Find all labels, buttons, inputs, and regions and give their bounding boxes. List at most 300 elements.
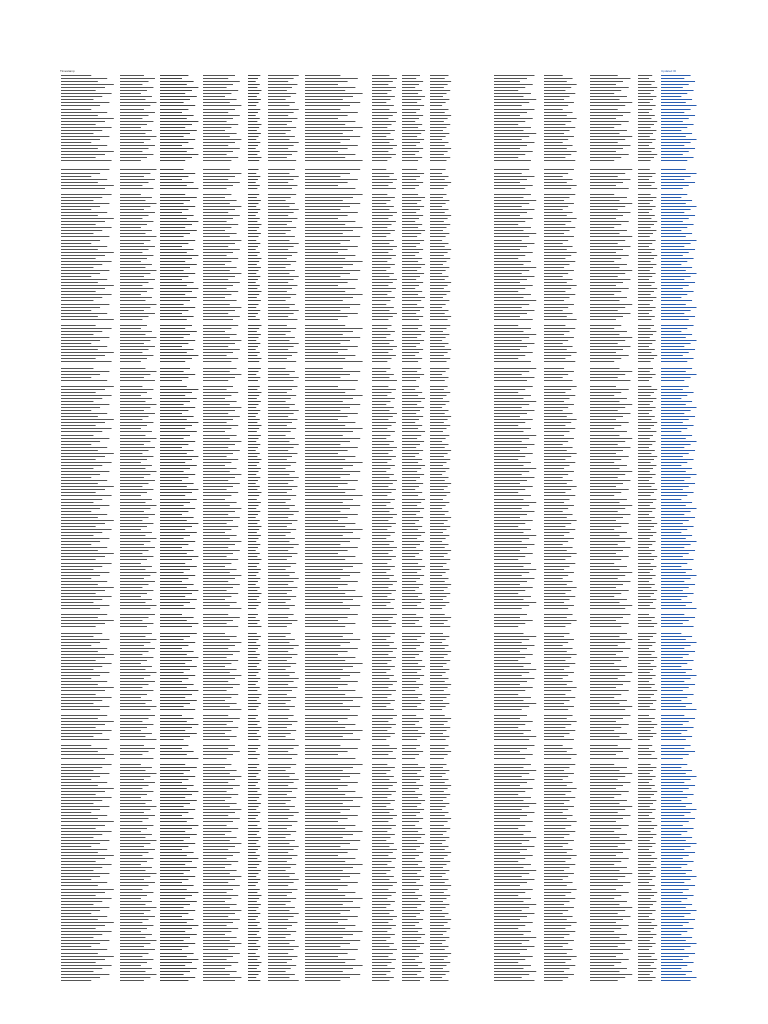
table-cell-link[interactable] [661, 459, 694, 460]
table-cell [494, 325, 518, 326]
table-cell [494, 112, 527, 113]
table-cell-link[interactable] [661, 139, 697, 140]
table-cell-link[interactable] [661, 401, 692, 402]
table-cell-link[interactable] [661, 115, 695, 116]
table-cell-link[interactable] [661, 468, 692, 469]
table-cell-link[interactable] [661, 456, 683, 457]
table-cell-link[interactable] [661, 188, 683, 189]
table-cell [544, 105, 568, 106]
table-cell-link[interactable] [661, 154, 683, 155]
table-cell-link[interactable] [661, 75, 691, 76]
table-cell-link[interactable] [661, 471, 686, 472]
table-cell-link[interactable] [661, 486, 689, 487]
table-cell-link[interactable] [661, 246, 684, 247]
table-cell [160, 121, 198, 122]
table-cell-link[interactable] [661, 325, 694, 326]
table-cell [402, 416, 423, 417]
table-cell [248, 352, 260, 353]
table-cell-link[interactable] [661, 145, 684, 146]
table-cell-link[interactable] [661, 425, 694, 426]
table-cell [61, 154, 105, 155]
table-cell [638, 112, 649, 113]
table-cell-link[interactable] [661, 252, 689, 253]
table-cell [120, 313, 155, 314]
table-cell-link[interactable] [661, 78, 684, 79]
table-cell [61, 243, 91, 244]
table-cell [160, 495, 185, 496]
table-cell [248, 319, 260, 320]
table-cell [544, 224, 565, 225]
table-cell-link[interactable] [661, 227, 687, 228]
table-cell-link[interactable] [661, 380, 684, 381]
table-cell [120, 447, 155, 448]
table-cell-link[interactable] [661, 206, 697, 207]
table-cell-link[interactable] [661, 124, 694, 125]
table-cell [638, 160, 651, 161]
table-cell [430, 456, 444, 457]
table-cell-link[interactable] [661, 352, 689, 353]
table-cell-link[interactable] [661, 258, 694, 259]
table-cell [203, 282, 240, 283]
table-cell-link[interactable] [661, 438, 686, 439]
table-cell-link[interactable] [661, 297, 681, 298]
table-cell [120, 395, 141, 396]
table-cell [544, 410, 563, 411]
table-cell-link[interactable] [661, 343, 691, 344]
table-cell [372, 267, 390, 268]
table-cell [402, 468, 421, 469]
table-cell-link[interactable] [661, 413, 684, 414]
table-cell-link[interactable] [661, 127, 687, 128]
table-cell [590, 221, 629, 222]
table-cell [372, 404, 386, 405]
table-cell-link[interactable] [661, 255, 683, 256]
table-cell-link[interactable] [661, 422, 683, 423]
table-cell [120, 121, 153, 122]
table-cell [203, 258, 238, 259]
table-cell-link[interactable] [661, 282, 695, 283]
table-cell [544, 404, 574, 405]
table-cell-link[interactable] [661, 444, 691, 445]
table-cell [120, 331, 152, 332]
table-cell [203, 468, 237, 469]
table-cell [305, 154, 355, 155]
table-cell [248, 230, 257, 231]
table-cell [590, 325, 621, 326]
table-cell-link[interactable] [661, 398, 681, 399]
table-cell [268, 264, 291, 265]
table-cell [544, 215, 567, 216]
table-cell [203, 447, 228, 448]
table-cell-link[interactable] [661, 99, 692, 100]
table-cell-link[interactable] [661, 291, 694, 292]
table-cell-link[interactable] [661, 84, 689, 85]
table-cell-link[interactable] [661, 179, 684, 180]
table-cell-link[interactable] [661, 386, 689, 387]
table-cell [305, 465, 353, 466]
table-cell [305, 148, 348, 149]
table-cell [268, 407, 289, 408]
table-cell-link[interactable] [661, 377, 691, 378]
table-cell [494, 419, 533, 420]
table-cell [402, 246, 416, 247]
table-cell [590, 118, 616, 119]
table-cell [372, 368, 390, 369]
table-cell-link[interactable] [661, 492, 694, 493]
table-cell [120, 349, 149, 350]
table-cell-link[interactable] [661, 102, 686, 103]
table-cell-link[interactable] [661, 313, 684, 314]
table-cell [305, 188, 355, 189]
table-cell [305, 300, 343, 301]
table-cell [120, 215, 149, 216]
table-cell [372, 465, 395, 466]
table-cell [590, 392, 621, 393]
table-cell-link[interactable] [661, 215, 695, 216]
table-cell [248, 142, 260, 143]
table-cell [590, 337, 632, 338]
table-cell-link[interactable] [661, 395, 687, 396]
table-cell-link[interactable] [661, 182, 695, 183]
table-cell [120, 380, 155, 381]
table-cell-link[interactable] [661, 203, 686, 204]
table-cell [402, 176, 420, 177]
table-cell [61, 96, 102, 97]
table-cell-link[interactable] [661, 240, 697, 241]
table-cell-link[interactable] [661, 355, 683, 356]
table-cell-link[interactable] [661, 465, 681, 466]
table-cell [430, 236, 446, 237]
table-cell-link[interactable] [661, 447, 684, 448]
table-cell [402, 157, 422, 158]
table-cell-link[interactable] [661, 428, 687, 429]
table-cell [494, 246, 527, 247]
table-cell [494, 115, 520, 116]
table-cell-link[interactable] [661, 105, 697, 106]
table-cell [494, 337, 529, 338]
table-cell [305, 136, 360, 137]
table-cell [305, 349, 348, 350]
table-cell [544, 194, 575, 195]
table-cell-link[interactable] [661, 218, 689, 219]
table-cell [430, 267, 449, 268]
table-cell [638, 246, 649, 247]
table-cell [305, 447, 358, 448]
table-cell [120, 480, 155, 481]
table-cell [305, 401, 343, 402]
table-cell-link[interactable] [661, 407, 697, 408]
table-cell-link[interactable] [661, 300, 692, 301]
table-cell [61, 124, 96, 125]
table-cell [268, 243, 299, 244]
table-cell [160, 230, 197, 231]
table-cell-link[interactable] [661, 169, 686, 170]
table-cell [160, 435, 190, 436]
table-cell [590, 380, 630, 381]
table-cell-link[interactable] [661, 389, 683, 390]
table-cell-link[interactable] [661, 489, 683, 490]
table-cell [402, 243, 420, 244]
table-cell [590, 93, 614, 94]
table-cell-link[interactable] [661, 157, 694, 158]
table-cell [494, 105, 522, 106]
table-cell-link[interactable] [661, 267, 692, 268]
table-cell-link[interactable] [661, 261, 687, 262]
table-cell [638, 483, 655, 484]
table-cell [248, 78, 258, 79]
table-cell [248, 84, 260, 85]
table-cell-link[interactable] [661, 224, 694, 225]
table-cell [494, 368, 536, 369]
table-cell [120, 78, 155, 79]
table-cell [61, 267, 93, 268]
table-cell [203, 297, 225, 298]
table-cell-link[interactable] [661, 358, 694, 359]
table-cell-link[interactable] [661, 392, 694, 393]
table-cell [305, 480, 358, 481]
table-cell [61, 151, 114, 152]
table-cell [61, 331, 102, 332]
table-cell-link[interactable] [661, 118, 689, 119]
table-cell [402, 368, 421, 369]
table-cell [305, 358, 345, 359]
table-cell-link[interactable] [661, 276, 691, 277]
table-cell [120, 410, 144, 411]
table-cell [494, 160, 531, 161]
table-cell-link[interactable] [661, 197, 681, 198]
table-cell [638, 297, 656, 298]
table-cell-link[interactable] [661, 346, 684, 347]
table-cell [248, 428, 259, 429]
table-cell [430, 276, 448, 277]
table-cell [638, 212, 649, 213]
table-cell-link[interactable] [661, 109, 691, 110]
table-cell [120, 288, 153, 289]
table-cell-link[interactable] [661, 410, 691, 411]
table-cell [372, 151, 388, 152]
table-cell [305, 310, 340, 311]
table-cell-link[interactable] [661, 435, 692, 436]
table-cell [120, 413, 155, 414]
table-cell [120, 109, 144, 110]
table-cell [402, 154, 415, 155]
table-cell [160, 200, 190, 201]
table-cell-link[interactable] [661, 404, 686, 405]
table-cell-link[interactable] [661, 93, 687, 94]
table-cell [268, 240, 289, 241]
table-cell-link[interactable] [661, 133, 692, 134]
table-cell [268, 419, 297, 420]
table-cell-link[interactable] [661, 374, 697, 375]
table-cell-link[interactable] [661, 194, 687, 195]
table-cell-link[interactable] [661, 236, 686, 237]
table-cell-link[interactable] [661, 230, 681, 231]
table-cell [160, 355, 198, 356]
table-cell [544, 319, 577, 320]
table-cell-link[interactable] [661, 304, 686, 305]
table-cell-link[interactable] [661, 176, 691, 177]
table-cell [160, 313, 182, 314]
table-cell-link[interactable] [661, 483, 695, 484]
table-cell-link[interactable] [661, 96, 681, 97]
table-cell-link[interactable] [661, 474, 697, 475]
table-cell [590, 218, 616, 219]
table-cell [203, 179, 228, 180]
table-cell [494, 398, 523, 399]
table-cell [372, 273, 394, 274]
table-cell [402, 319, 419, 320]
table-cell-link[interactable] [661, 431, 681, 432]
table-cell-link[interactable] [661, 462, 687, 463]
table-cell [248, 87, 257, 88]
table-cell [160, 99, 190, 100]
table-cell-link[interactable] [661, 285, 689, 286]
table-cell [160, 465, 197, 466]
table-cell [402, 267, 421, 268]
table-cell-link[interactable] [661, 294, 687, 295]
table-cell-link[interactable] [661, 316, 695, 317]
table-cell-link[interactable] [661, 160, 687, 161]
table-cell [638, 300, 653, 301]
table-cell-link[interactable] [661, 319, 689, 320]
table-cell-link[interactable] [661, 121, 683, 122]
table-cell [372, 413, 397, 414]
table-cell-link[interactable] [661, 148, 695, 149]
table-cell [248, 474, 256, 475]
table-cell-link[interactable] [661, 212, 684, 213]
table-cell [268, 194, 296, 195]
table-cell-link[interactable] [661, 361, 687, 362]
table-cell-link[interactable] [661, 87, 683, 88]
table-cell-link[interactable] [661, 173, 697, 174]
table-cell-link[interactable] [661, 90, 694, 91]
table-cell-link[interactable] [661, 371, 686, 372]
table-cell-link[interactable] [661, 450, 695, 451]
table-cell [61, 182, 98, 183]
table-cell [61, 240, 100, 241]
table-cell-link[interactable] [661, 477, 691, 478]
table-cell-link[interactable] [661, 337, 686, 338]
table-cell [305, 78, 358, 79]
table-cell [248, 361, 259, 362]
table-cell [544, 227, 575, 228]
table-cell [372, 203, 386, 204]
table-cell [430, 96, 443, 97]
table-cell [430, 185, 448, 186]
table-cell [248, 252, 260, 253]
table-cell-link[interactable] [661, 453, 689, 454]
table-cell-link[interactable] [661, 328, 687, 329]
table-cell-link[interactable] [661, 331, 681, 332]
table-cell [590, 136, 632, 137]
table-cell-link[interactable] [661, 136, 686, 137]
table-cell [590, 112, 630, 113]
table-cell-link[interactable] [661, 441, 697, 442]
table-cell [120, 398, 152, 399]
table-cell-link[interactable] [661, 264, 681, 265]
table-cell-link[interactable] [661, 209, 691, 210]
table-cell [638, 118, 651, 119]
table-cell [305, 197, 353, 198]
table-cell-link[interactable] [661, 307, 697, 308]
table-cell-link[interactable] [661, 416, 695, 417]
table-cell [494, 264, 523, 265]
table-cell-link[interactable] [661, 273, 697, 274]
table-cell [372, 300, 390, 301]
table-cell [494, 182, 520, 183]
table-cell-link[interactable] [661, 310, 691, 311]
table-cell-link[interactable] [661, 419, 689, 420]
table-cell [305, 252, 338, 253]
table-cell-link[interactable] [661, 368, 692, 369]
table-cell [590, 428, 614, 429]
table-cell [430, 75, 448, 76]
table-cell-link[interactable] [661, 112, 684, 113]
table-cell-link[interactable] [661, 243, 691, 244]
table-cell-link[interactable] [661, 233, 692, 234]
table-cell [268, 416, 288, 417]
table-cell [120, 361, 141, 362]
table-cell [61, 419, 114, 420]
table-cell-link[interactable] [661, 270, 686, 271]
table-cell-link[interactable] [661, 200, 692, 201]
table-cell [305, 410, 340, 411]
table-cell [160, 425, 192, 426]
table-cell [590, 255, 629, 256]
table-cell-link[interactable] [661, 349, 695, 350]
table-cell [638, 325, 654, 326]
table-cell-link[interactable] [661, 81, 695, 82]
table-cell-link[interactable] [661, 249, 695, 250]
table-cell-link[interactable] [661, 279, 684, 280]
table-cell-link[interactable] [661, 142, 691, 143]
table-cell-link[interactable] [661, 288, 683, 289]
table-cell [248, 331, 257, 332]
table-cell-link[interactable] [661, 340, 697, 341]
table-cell [494, 310, 534, 311]
table-cell [120, 258, 147, 259]
table-cell [61, 282, 98, 283]
table-cell [120, 310, 144, 311]
table-cell [372, 224, 392, 225]
table-cell [494, 139, 522, 140]
table-cell [402, 264, 425, 265]
table-cell [61, 105, 100, 106]
table-cell [494, 300, 536, 301]
table-cell-link[interactable] [661, 151, 689, 152]
table-cell [203, 361, 231, 362]
table-cell-link[interactable] [661, 334, 692, 335]
table-cell-link[interactable] [661, 221, 683, 222]
table-cell [638, 93, 651, 94]
table-cell [268, 227, 296, 228]
table-cell [638, 337, 650, 338]
table-cell [638, 328, 651, 329]
table-cell [590, 377, 618, 378]
table-cell-link[interactable] [661, 185, 689, 186]
table-cell [544, 462, 575, 463]
table-cell [61, 255, 105, 256]
table-cell [120, 392, 147, 393]
table-cell [120, 340, 150, 341]
table-cell [372, 112, 397, 113]
table-cell [61, 200, 93, 201]
table-cell-link[interactable] [661, 480, 684, 481]
table-cell-link[interactable] [661, 130, 681, 131]
table-cell [248, 285, 260, 286]
table-cell [120, 428, 141, 429]
table-cell [494, 352, 533, 353]
